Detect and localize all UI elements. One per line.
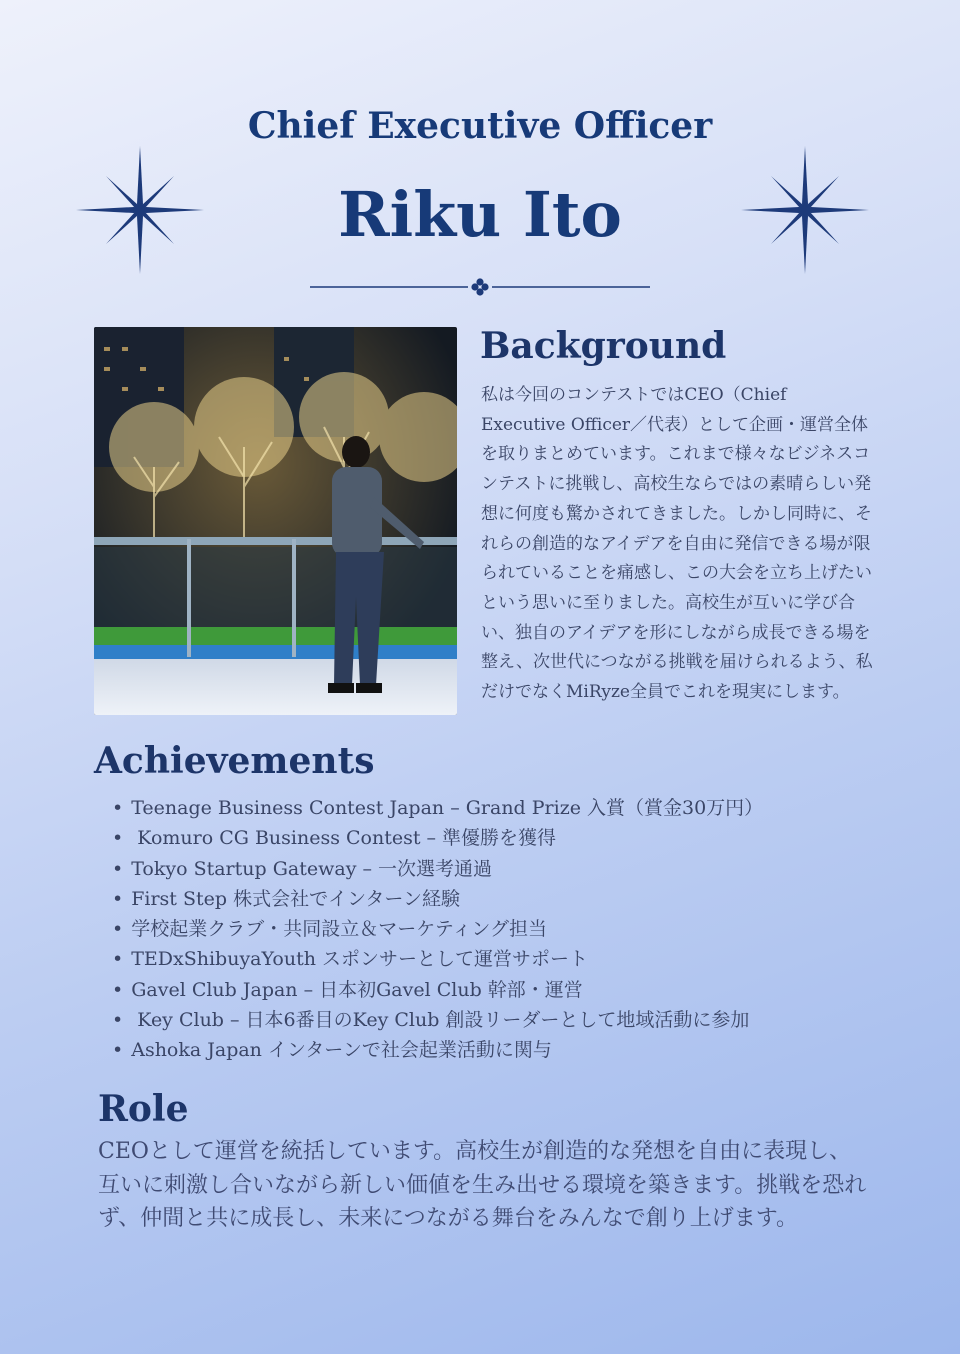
role-text: CEOとして運営を統括しています。高校生が創造的な発想を自由に表現し、互いに刺激し合いながら新しい価値を生み出せる環境を築きます。挑戦を恐れず、仲間と共に成長し、未来につながる舞台をみんなで創り上げます。 [98,1139,867,1231]
page-title: Riku Ito [338,178,622,251]
achievements-heading: Achievements [94,740,375,782]
achievement-item: • Tokyo Startup Gateway – 一次選考通過 [112,854,763,884]
achievements-list [112,793,763,1066]
ornament-divider-icon [310,275,650,299]
profile-photo [94,327,457,715]
achievement-item: • Komuro CG Business Contest – 準優勝を獲得 [112,823,763,853]
achievement-item: • TEDxShibuyaYouth スポンサーとして運営サポート [112,944,763,974]
page-subtitle: Chief Executive Officer [247,105,713,147]
achievement-item: • Ashoka Japan インターンで社会起業活動に関与 [112,1035,763,1065]
achievement-item: • Key Club – 日本6番目のKey Club 創設リーダーとして地域活動に参加 [112,1005,763,1035]
achievement-item: • Gavel Club Japan – 日本初Gavel Club 幹部・運営 [112,975,763,1005]
background-text: 私は今回のコンテストではCEO（Chief Executive Officer／代表）として企画・運営全体を取りまとめています。これまで様々なビジネスコンテストに挑戦し、高校生ならではの素晴らしい発想に何度も驚かされてきました。しかし同時に、それらの創造的なアイデアを自由に発信できる場が限られていることを痛感し、この大会を立ち上げたいという思いに至りました。高校生が互いに学び合い、独自のアイデアを形にしながら成長できる場を整え、次世代につながる挑戦を届けられるよう、私だけでなくMiRyze全員でこれを現実にします。 [481,385,873,703]
achievement-item: • 学校起業クラブ・共同設立＆マーケティング担当 [112,914,763,944]
achievement-item: • First Step 株式会社でインターン経験 [112,884,763,914]
achievement-item: • Teenage Business Contest Japan – Grand Prize 入賞（賞金30万円） [112,793,763,823]
role-heading: Role [98,1088,189,1130]
background-heading: Background [480,325,727,367]
